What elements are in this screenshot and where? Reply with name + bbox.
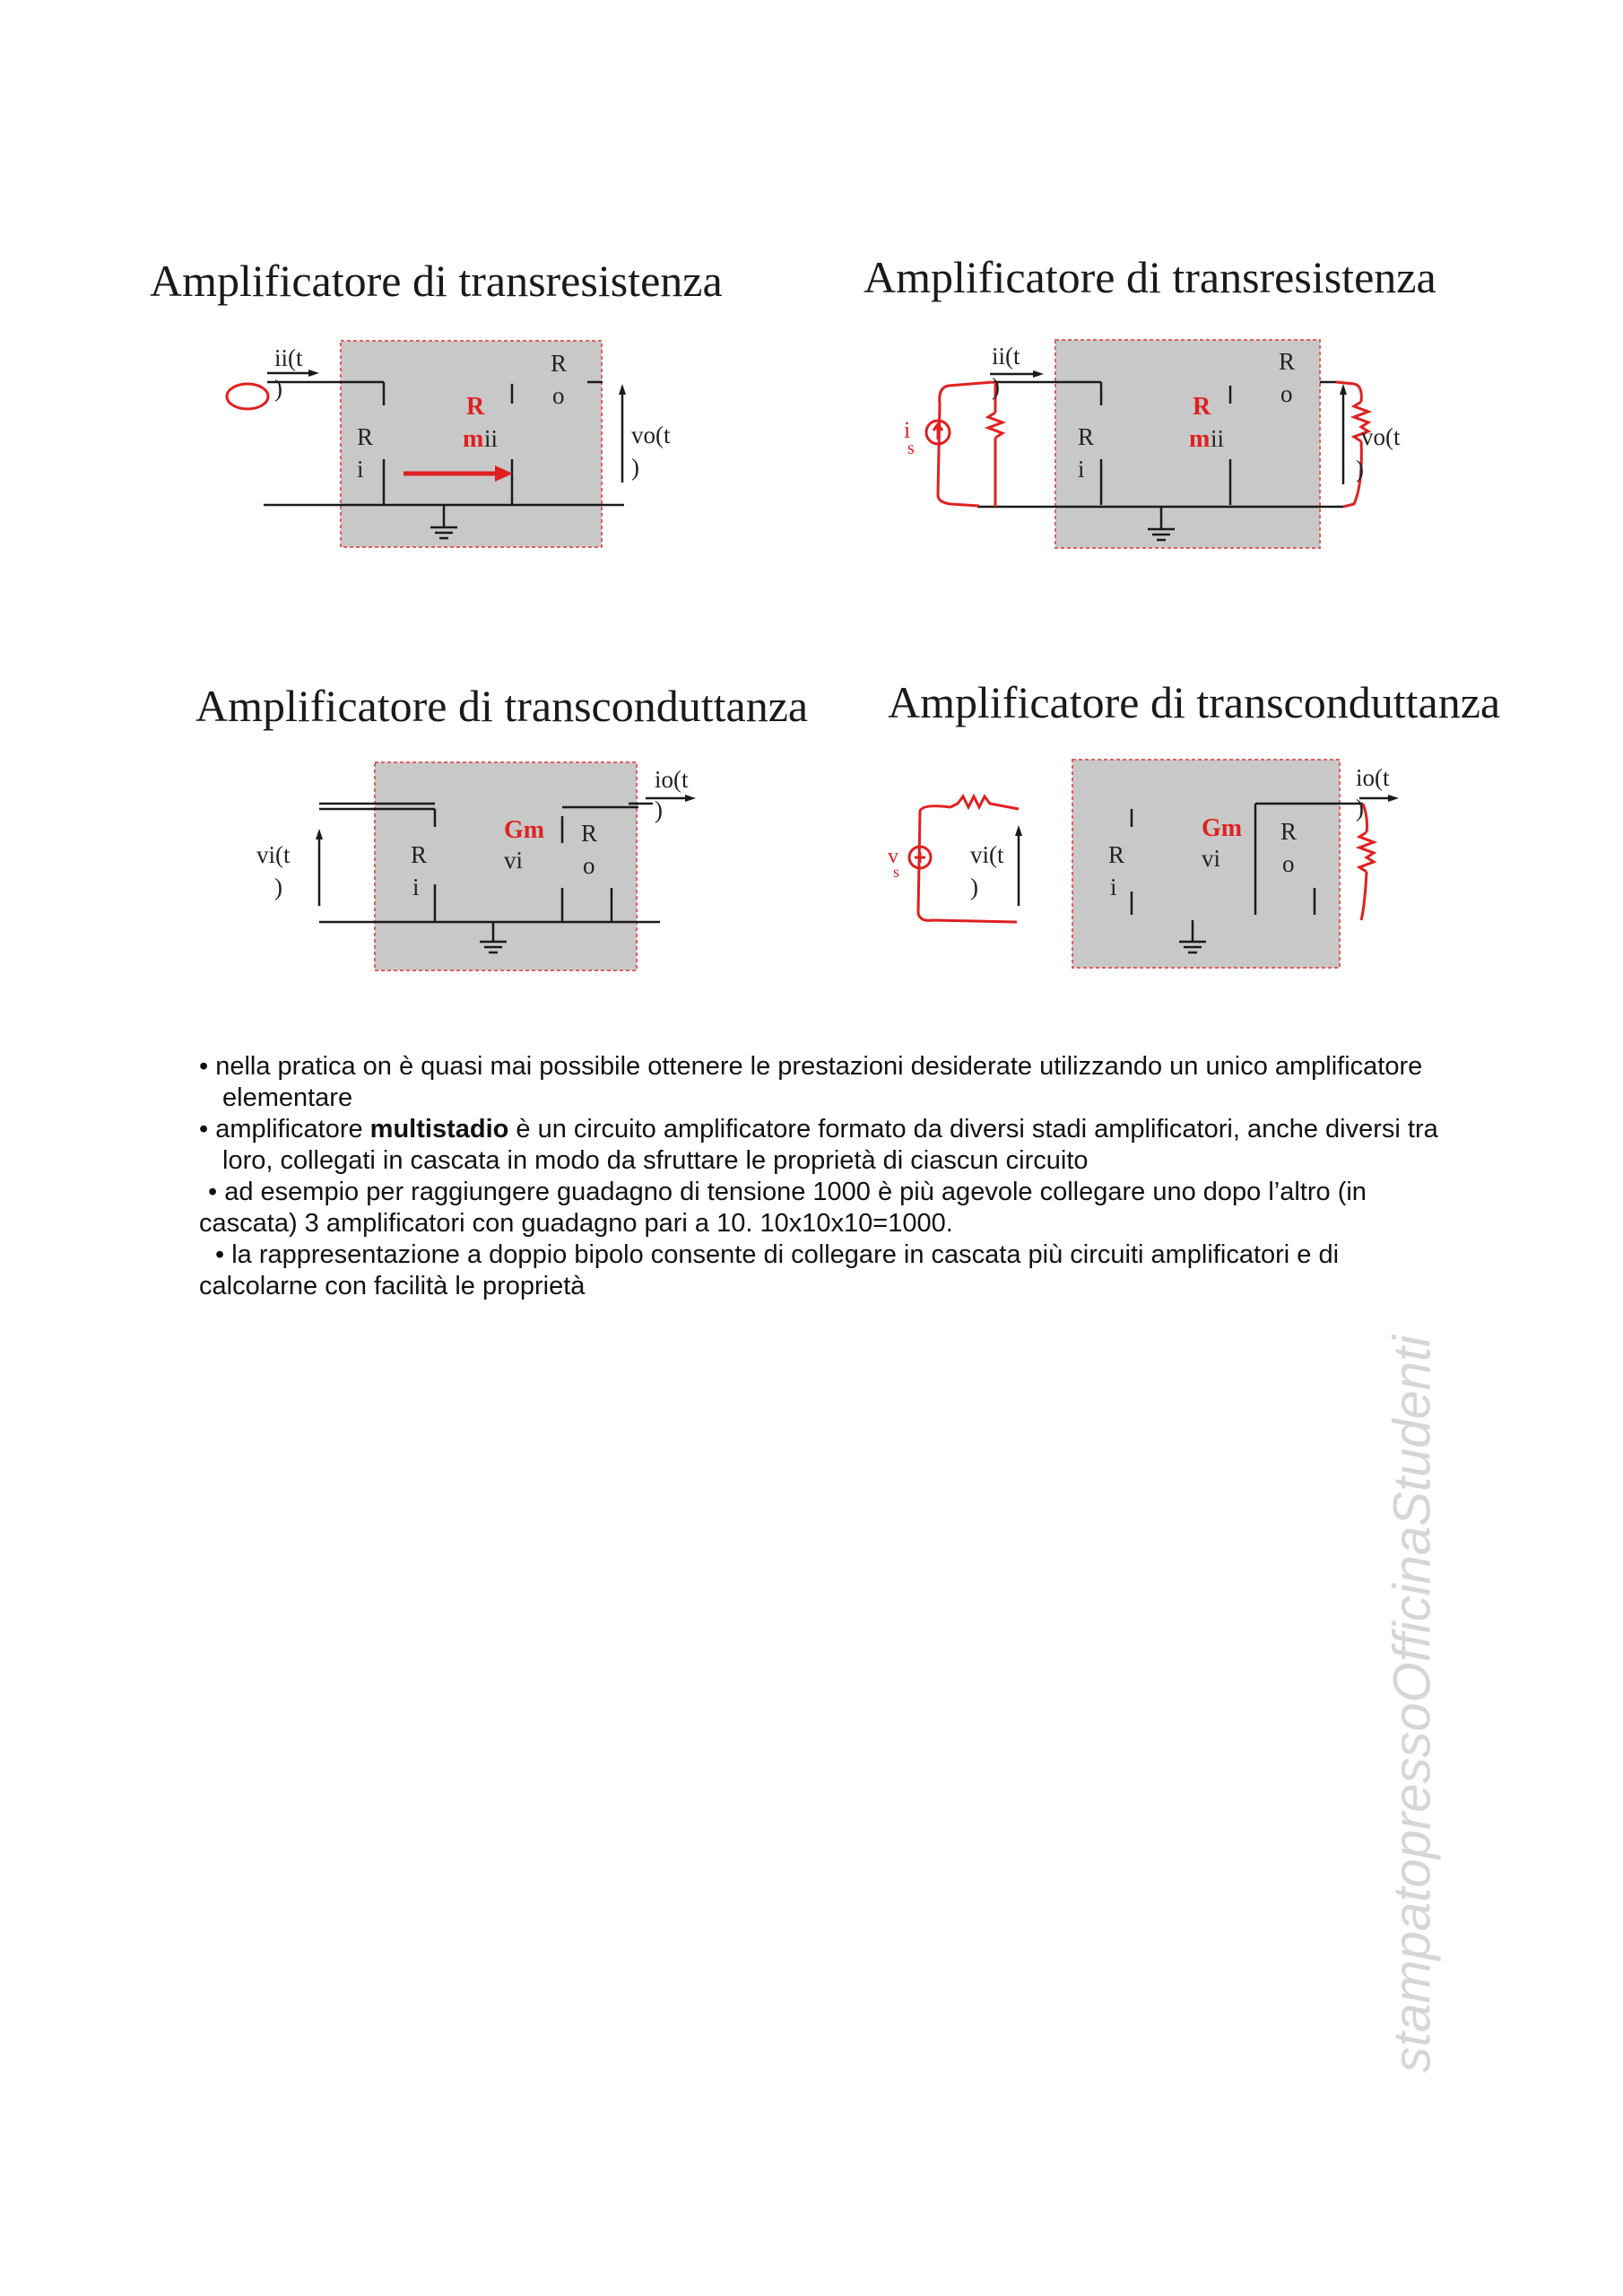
label-gm: Gm — [504, 816, 545, 844]
label-ro-sub: o — [552, 382, 565, 409]
label-vo-close: ) — [1356, 456, 1364, 483]
circuit-transconductance-right — [0, 0, 1623, 1022]
title-transresistance-right: Amplificatore di transresistenza — [864, 252, 1436, 302]
label-vo: vo(t — [631, 422, 671, 448]
label-ro-sub: o — [583, 852, 595, 879]
label-vi-close: ) — [274, 874, 282, 900]
label-ri-sub: i — [1078, 456, 1085, 483]
label-rm: R — [466, 393, 485, 421]
label-source-v: v — [888, 845, 898, 868]
bullet-text: • amplificatore — [199, 1115, 370, 1144]
bullet-item — [199, 1114, 1454, 1177]
label-ro-sub: o — [1282, 850, 1295, 877]
label-ri: R — [357, 423, 374, 450]
label-gm-vi: vi — [504, 847, 524, 874]
label-ii-close: ) — [992, 373, 1000, 400]
title-transconductance-left: Amplificatore di transconduttanza — [195, 681, 809, 731]
label-vi: vi(t — [970, 841, 1004, 868]
label-ii-close: ) — [274, 375, 282, 402]
title-transconductance-right: Amplificatore di transconduttanza — [888, 677, 1501, 727]
label-ro: R — [1279, 348, 1296, 375]
label-vi: vi(t — [256, 841, 291, 868]
label-rm-ii: ii — [484, 425, 499, 452]
label-source-s: s — [893, 863, 900, 881]
label-ro: R — [581, 820, 598, 847]
bullet-text: è un circuito amplificatore formato da diversi stadi amplificatori, anche diversi tra loro, collegati in cascata in modo da sfruttare le proprietà di ciascun circuito — [222, 1115, 1438, 1175]
label-ri: R — [1108, 841, 1125, 868]
bullet-list — [199, 1051, 1454, 1302]
circuit-transconductance-right-svg — [0, 0, 1623, 1022]
title-transresistance-left: Amplificatore di transresistenza — [150, 256, 723, 306]
label-ri: R — [1078, 423, 1095, 450]
label-ri: R — [411, 841, 428, 868]
label-source-s: s — [907, 439, 915, 458]
label-rm: R — [1193, 393, 1211, 421]
label-ii: ii(t — [992, 343, 1020, 370]
label-io-close: ) — [1356, 795, 1364, 822]
bullet-item: • nella pratica on è quasi mai possibile ottenere le prestazioni desiderate utilizzando un unico amplificatore elementare — [199, 1052, 1423, 1112]
label-ri-sub: i — [1110, 874, 1117, 900]
label-ro: R — [551, 350, 568, 377]
label-vi-close: ) — [970, 874, 978, 900]
label-gm: Gm — [1202, 814, 1243, 842]
label-rm-sub: m — [1189, 425, 1211, 453]
bullet-item: • ad esempio per raggiungere guadagno di tensione 1000 è più agevole collegare uno dopo l’altro (in cascata) 3 amplificatori con guadagno pari a 10. 10x10x10=1000. — [199, 1178, 1367, 1238]
label-gm-vi: vi — [1202, 845, 1221, 872]
label-ii: ii(t — [274, 344, 303, 371]
label-source-i: i — [904, 417, 911, 443]
label-rm-sub: m — [463, 425, 484, 453]
label-io: io(t — [1356, 764, 1390, 791]
label-vo-close: ) — [631, 454, 639, 481]
label-vo: vo(t — [1361, 423, 1401, 450]
label-ro-sub: o — [1280, 380, 1293, 407]
bullet-item: • la rappresentazione a doppio bipolo consente di collegare in cascata più circuiti amplificatori e di calcolarne con facilità le proprietà — [199, 1240, 1340, 1300]
label-io-close: ) — [655, 796, 663, 823]
label-rm-ii: ii — [1211, 425, 1225, 452]
label-ri-sub: i — [357, 456, 364, 483]
watermark: stampatopressoOfficinaStudenti — [1383, 1335, 1442, 2074]
bullet-bold-term: multistadio — [369, 1115, 509, 1144]
label-io: io(t — [655, 766, 689, 793]
label-ro: R — [1280, 818, 1298, 845]
label-ri-sub: i — [412, 874, 420, 900]
